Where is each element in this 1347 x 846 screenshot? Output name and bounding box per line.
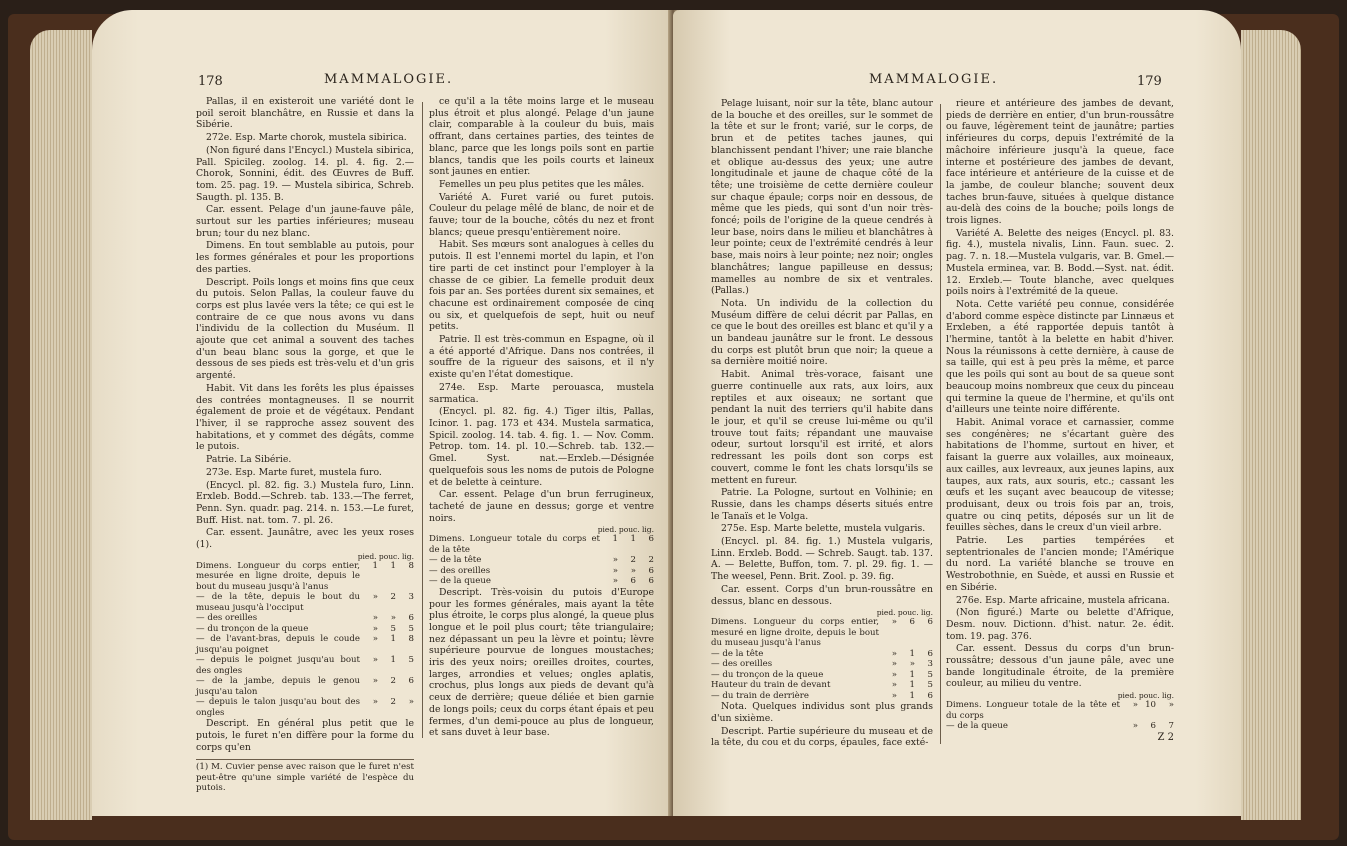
paragraph: (Encycl. pl. 84. fig. 1.) Mustela vulgaris, Linn. Erxleb. Bodd. — Schreb. Saugt. tab. 137. A. — Belette, Buffon, tom. 7. pl. 29. fig. 1. —The weesel, Penn. Brit. Zool. p. 39. fig. [711,536,933,583]
paragraph: 272e. Esp. Marte chorok, mustela sibirica. [206,132,407,144]
dimension-label: — du train de derrière [711,690,809,701]
paragraph: 274e. Esp. Marte perouasca, mustela sarmatica. [429,381,654,405]
page-number: 179 [1137,74,1162,89]
table-row [429,534,654,555]
table-row [196,561,414,593]
table-row [711,617,933,649]
table-row [196,613,414,624]
dimension-value: 6 [1150,721,1156,732]
dimension-value: » [372,655,378,666]
paragraph: Dimens. En tout semblable au putois, pour les formes générales et pour les proportions des parties. [196,240,414,275]
dimension-value: » [372,623,378,634]
dimension-value: » [390,613,396,624]
paragraph: Pallas, il en existeroit une variété dont le poil seroit blanchâtre, en Russie et dans la Sibérie. [196,96,414,131]
dimension-value: 6 [909,617,915,628]
dimension-value: » [612,565,618,576]
dimension-value: 1 [372,560,378,571]
dimension-value: 1 [390,655,396,666]
dimension-value: » [1168,700,1174,711]
dimension-value: » [891,617,897,628]
dimensions-table [196,561,414,719]
table-row [196,697,414,718]
dimension-label: — de la queue [429,576,491,587]
dimension-value: 5 [408,623,414,634]
dimension-value: 5 [927,680,933,691]
paragraph: Patrie. Il est très-commun en Espagne, où il a été apporté d'Afrique. Dans nos contrées, il souffre de la rigueur des saisons, et il n'y existe qu'en l'état domestique. [429,334,654,381]
dimension-value: » [1132,700,1138,711]
table-row [946,700,1174,721]
page-edges-left [30,30,92,820]
paragraph: Nota. Quelques individus sont plus grands d'un sixième. [711,701,933,724]
dimension-label: — des oreilles [196,613,258,624]
signature-mark: Z 2 [1157,731,1174,743]
dimension-value: » [372,697,378,708]
dimension-value: 8 [408,560,414,571]
dimension-label: — des oreilles [711,659,773,670]
paragraph: (Non figuré dans l'Encycl.) Mustela sibirica, Pall. Spicileg. zoolog. 14. pl. 4. fig. 2.—Chorok, Sonnini, édit. des Œuvres de Buff. tom. 25. pag. 19. — Mustela sibirica, Schreb. Saugth. pl. 135. B. [196,144,414,203]
dimension-value: 2 [630,555,636,566]
table-row [196,655,414,676]
dimension-value: » [372,634,378,645]
paragraph: Descript. Poils longs et moins fins que ceux du putois. Selon Pallas, la couleur fauve du corps est plus lavée vers la tête; ce qui est le contraire de ce que nous avons vu dans l'individu de la collection du Muséum. Il ajoute que cet animal a souvent des taches d'un beau blanc sous la gorge, et que le dessous de ses pieds est très-velu et d'un gris argenté. [196,276,414,382]
dimension-value: 2 [390,697,396,708]
paragraph: Habit. Vit dans les forêts les plus épaisses des contrées montagneuses. Il se nourrit également de proie et de végétaux. Pendant l'hiver, il se rapproche assez souvent des habitations, et y commet des dégâts, comme le putois. [196,382,414,453]
paragraph: Habit. Animal vorace et carnassier, comme ses congénères; ne s'écartant guère des habitations de l'homme, surtout en hiver, et faisant la guerre aux volailles, aux moineaux, aux cailles, aux levreaux, aux jeunes lapins, aux taupes, aux rats, aux souris, etc.; cassant les œufs et les suçant avec beaucoup de vitesse; produisant, deux ou trois fois par an, trois, quatre ou cinq petits, déposés sur un lit de feuilles sèches, dans le creux d'un vieil arbre. [946,416,1174,534]
paragraph: rieure et antérieure des jambes de devant, pieds de derrière en entier, d'un brun-roussâtre ou fauve, légèrement teint de jaunâtre; parties inférieures du corps, depuis l'extrémité de la mâchoire inférieure jusqu'à la queue, face interne et postérieure des jambes de devant, face intérieure et antérieure de la cuisse et de la jambe, de couleur blanche; souvent deux taches brun-fauve, situées à quelque distance au-delà des coins de la bouche; poils longs de trois lignes. [946,98,1174,227]
table-row [196,624,414,635]
dimension-label: Dimens. Longueur totale de la tête et du corps [946,700,1120,721]
paragraph: Pelage luisant, noir sur la tête, blanc autour de la bouche et des oreilles, sur le sommet de la tête et sur le front; varié, sur le corps, de brun et de petites taches jaunes, qui blanchissent pendant l'hiver; une raie blanche et oblique au-dessus des yeux; une autre longitudinale et jaune de chaque côté de la tête; une troisième de cette dernière couleur sur chaque épaule; corps noir en dessous, de même que les pieds, qui sont d'un noir très-foncé; poils de l'origine de la queue cendrés à leur base, noirs dans le milieu et blanchâtres à leur pointe; ceux de l'extrémité cendrés à leur base, mais noirs à leur pointe; nez noir; ongles blanchâtres; langue papilleuse en dessus; mamelles au nombre de six et ventrales. (Pallas.) [711,98,933,297]
table-row [711,680,933,691]
dimension-label: — depuis le poignet jusqu'au bout des ongles [196,655,360,676]
table-row [711,670,933,681]
left-column-1 [196,96,414,793]
running-head: MAMMALOGIE. [869,72,999,87]
dimension-value: » [891,680,897,691]
dimension-value: 10 [1145,700,1156,711]
paragraph: Car. essent. Jaunâtre, avec les yeux roses (1). [196,527,414,551]
paragraph: Nota. Un individu de la collection du Muséum diffère de celui décrit par Pallas, en ce que le bout des oreilles est blanc et qu'il y a un bandeau jaunâtre sur le front. Le dessous du corps est plutôt brun que noir; la queue a sa dernière moitié noire. [711,297,933,368]
table-row [429,576,654,587]
dimension-label: Dimens. Longueur du corps entier, mesuré en ligne droite, depuis le bout du museau jusqu'à l'anus [711,617,879,649]
dimension-value: 6 [648,576,654,587]
dimension-value: 6 [408,613,414,624]
paragraph: (Encycl. pl. 82. fig. 4.) Tiger iltis, Pallas, Icinor. 1. pag. 173 et 434. Mustela sarmatica, Spicil. zoolog. 14. tab. 4. fig. 1. — Nov. Comm. Petrop. tom. 14. pl. 10.—Schreb. tab. 132.—Gmel. Syst. nat.—Erxleb.—Désignée quelquefois sous les noms de putois de Pologne et de belette à ceinture. [429,406,654,488]
dimension-label: Dimens. Longueur totale du corps et de la tête [429,534,600,555]
paragraph: Car. essent. Pelage d'un jaune-fauve pâle, surtout sur les parties inférieures; museau brun; tour du nez blanc. [196,204,414,239]
dimension-label: Hauteur du train de devant [711,680,831,691]
paragraph: Variété A. Furet varié ou furet putois. Couleur du pelage mêlé de blanc, de noir et de fauve; tour de la bouche, côtés du nez et front blancs; queue presqu'entièrement noire. [429,191,654,238]
dimension-value: » [1132,721,1138,732]
dimension-value: » [372,592,378,603]
column-rule [422,102,423,738]
paragraph: 276e. Esp. Marte africaine, mustela africana. [956,594,1170,606]
dimension-value: 1 [909,669,915,680]
dimension-value: 1 [909,690,915,701]
dimension-label: Dimens. Longueur du corps entier, mesurée en ligne droite, depuis le bout du museau jusqu'à l'anus [196,560,360,592]
table-row [196,634,414,655]
paragraph: Habit. Animal très-vorace, faisant une guerre continuelle aux rats, aux loirs, aux reptiles et aux oiseaux; ne sortant que pendant la nuit des terriers qu'il habite dans le jour, et qu'il se creuse lui-même ou qu'il trouve tout faits; répandant une mauvaise odeur, surtout lorsqu'il est irrité, et alors redressant les poils dont son corps est couvert, comme le font les chats lorsqu'ils se mettent en fureur. [711,369,933,486]
dimension-value: 6 [927,617,933,628]
dimension-value: 6 [927,648,933,659]
dimension-value: » [891,648,897,659]
dimension-value: » [909,659,915,670]
dimension-value: 5 [408,655,414,666]
right-page [673,10,1241,816]
dimension-value: » [612,576,618,587]
paragraph: Patrie. La Sibérie. [206,454,292,466]
dimensions-table [429,534,654,587]
dimension-value: 6 [648,534,654,545]
dimension-value: 3 [927,659,933,670]
dimension-value: 2 [390,592,396,603]
left-page [92,10,675,816]
dimensions-table [946,700,1174,732]
paragraph: Descript. En général plus petit que le putois, le furet n'en diffère pour la forme du corps qu'en [196,718,414,753]
dimension-value: » [372,676,378,687]
dimensions-table [711,617,933,701]
dimension-value: 5 [390,623,396,634]
column-rule [940,104,941,744]
dimension-value: » [891,659,897,670]
dimension-units: pied. pouc. lig. [1117,691,1174,701]
left-column-2 [429,96,654,740]
dimension-value: 1 [909,648,915,659]
dimension-value: 2 [648,555,654,566]
dimension-value: 6 [630,576,636,587]
dimension-label: — de la tête [711,648,764,659]
dimension-value: 3 [408,592,414,603]
dimension-label: — de la jambe, depuis le genou jusqu'au talon [196,676,360,697]
dimension-value: 7 [1168,721,1174,732]
dimension-value: 6 [927,690,933,701]
dimension-label: — de l'avant-bras, depuis le coude jusqu'au poignet [196,634,360,655]
paragraph: Patrie. Les parties tempérées et septentrionales de l'ancien monde; l'Amérique du nord. La variété blanche se trouve en Westrobothnie, en Suède, et aussi en Russie et en Sibérie. [946,535,1174,593]
paragraph: (Non figuré.) Marte ou belette d'Afrique, Desm. nouv. Dictionn. d'hist. natur. 2e. édit. tom. 19. pag. 376. [946,607,1174,642]
dimension-units: pied. pouc. lig. [597,525,654,535]
dimension-value: 1 [390,634,396,645]
table-row [711,691,933,702]
dimension-value: 6 [408,676,414,687]
paragraph: 273e. Esp. Marte furet, mustela furo. [206,466,382,478]
paragraph: Patrie. La Pologne, surtout en Volhinie; en Russie, dans les champs déserts situés entre le Tanaïs et le Volga. [711,487,933,522]
table-row [196,592,414,613]
dimension-value: 8 [408,634,414,645]
dimension-value: » [891,669,897,680]
table-row [196,676,414,697]
paragraph: 275e. Esp. Marte belette, mustela vulgaris. [721,523,926,535]
dimension-value: » [612,555,618,566]
dimension-value: 1 [390,560,396,571]
table-row [711,649,933,660]
dimension-value: 1 [909,680,915,691]
dimension-value: » [372,613,378,624]
dimension-value: 2 [390,676,396,687]
paragraph: Femelles un peu plus petites que les mâles. [439,178,645,190]
paragraph: ce qu'il a la tête moins large et le museau plus étroit et plus alongé. Pelage d'un jaune clair, comparable à la couleur du buis, mais offrant, dans certaines parties, des teintes de blanc, parce que les longs poils sont en partie blancs, tandis que les poils courts et laineux sont jaunes en entier. [429,96,654,178]
table-row [946,721,1174,732]
dimension-value: 1 [630,534,636,545]
table-row [429,566,654,577]
footnote: (1) M. Cuvier pense avec raison que le furet n'est peut-être qu'une simple variété de l'espèce du putois. [196,759,414,793]
dimension-label: — du tronçon de la queue [711,669,824,680]
paragraph: Descript. Partie supérieure du museau et de la tête, du cou et du corps, épaules, face exté- [711,725,933,749]
dimension-units: pied. pouc. lig. [876,608,933,618]
dimension-units: pied. pouc. lig. [357,551,414,561]
dimension-label: — des oreilles [429,565,491,576]
right-column-2 [946,98,1174,743]
dimension-value: » [891,690,897,701]
dimension-value: 1 [612,534,618,545]
dimension-value: » [630,565,636,576]
paragraph: (Encycl. pl. 82. fig. 3.) Mustela furo, Linn. Erxleb. Bodd.—Schreb. tab. 133.—The ferret, Penn. Syn. quadr. pag. 214. n. 153.—Le furet, Buff. Hist. nat. tom. 7. pl. 26. [196,479,414,526]
paragraph: Car. essent. Corps d'un brun-roussâtre en dessus, blanc en dessous. [711,583,933,607]
dimension-label: — du tronçon de la queue [196,623,309,634]
dimension-value: 6 [648,565,654,576]
dimension-label: — de la queue [946,721,1008,732]
dimension-value: 5 [927,669,933,680]
dimension-value: » [408,697,414,708]
paragraph: Nota. Cette variété peu connue, considérée d'abord comme espèce distincte par Linnæus et Erxleben, a été rapportée depuis tantôt à l'hermine, tantôt à la belette en habit d'hiver. Nous la réunissons à cette dernière, à cause de sa taille, qui est à peu près la même, et parce que les poils qui sont au bout de sa queue sont beaucoup moins nombreux que ceux du pinceau qui termine la queue de l'hermine, et qu'ils ont d'ailleurs une teinte noire différente. [946,298,1174,416]
dimension-label: — de la tête, depuis le bout du museau jusqu'à l'occiput [196,592,360,613]
page-number: 178 [198,74,223,89]
paragraph: Descript. Très-voisin du putois d'Europe pour les formes générales, mais ayant la tête plus étroite, le corps plus alongé, la queue plus longue et le poil plus court; tête triangulaire; nez dépassant un peu la lèvre et pointu; lèvre supérieure pourvue de longues moustaches; iris des yeux noirs; oreilles droites, courtes, larges, arrondies et velues; ongles aplatis, crochus, plus longs aux pieds de devant qu'à ceux de derrière; queue déliée et bien garnie de longs poils; ceux du corps étant épais et peu fermes, d'un demi-pouce au plus de longueur, et sans duvet à leur base. [429,586,654,739]
running-head: MAMMALOGIE. [324,72,454,87]
paragraph: Car. essent. Dessus du corps d'un brun-roussâtre; dessous d'un jaune pâle, avec une bande longitudinale étroite, de la première couleur, au milieu du ventre. [946,643,1174,690]
paragraph: Variété A. Belette des neiges (Encycl. pl. 83. fig. 4.), mustela nivalis, Linn. Faun. suec. 2. pag. 7. n. 18.—Mustela vulgaris, var. B. Gmel.—Mustela erminea, var. B. Bodd.—Syst. nat. édit. 12. Erxleb.— Toute blanche, avec quelques poils noirs à l'extrémité de la queue. [946,227,1174,298]
table-row [711,659,933,670]
page-edges-right [1241,30,1301,820]
table-row [429,555,654,566]
paragraph: Car. essent. Pelage d'un brun ferrugineux, tacheté de jaune en dessus; gorge et ventre noirs. [429,489,654,524]
dimension-label: — depuis le talon jusqu'au bout des ongles [196,697,360,718]
paragraph: Habit. Ses mœurs sont analogues à celles du putois. Il est l'ennemi mortel du lapin, et l'on tire parti de cet instinct pour l'employer à la chasse de ce gibier. La femelle produit deux fois par an. Ses portées durent six semaines, et chacune est ordinairement composée de cinq ou six, et quelquefois de sept, huit ou neuf petits. [429,239,654,333]
dimension-label: — de la tête [429,555,482,566]
right-column-1 [711,98,933,750]
